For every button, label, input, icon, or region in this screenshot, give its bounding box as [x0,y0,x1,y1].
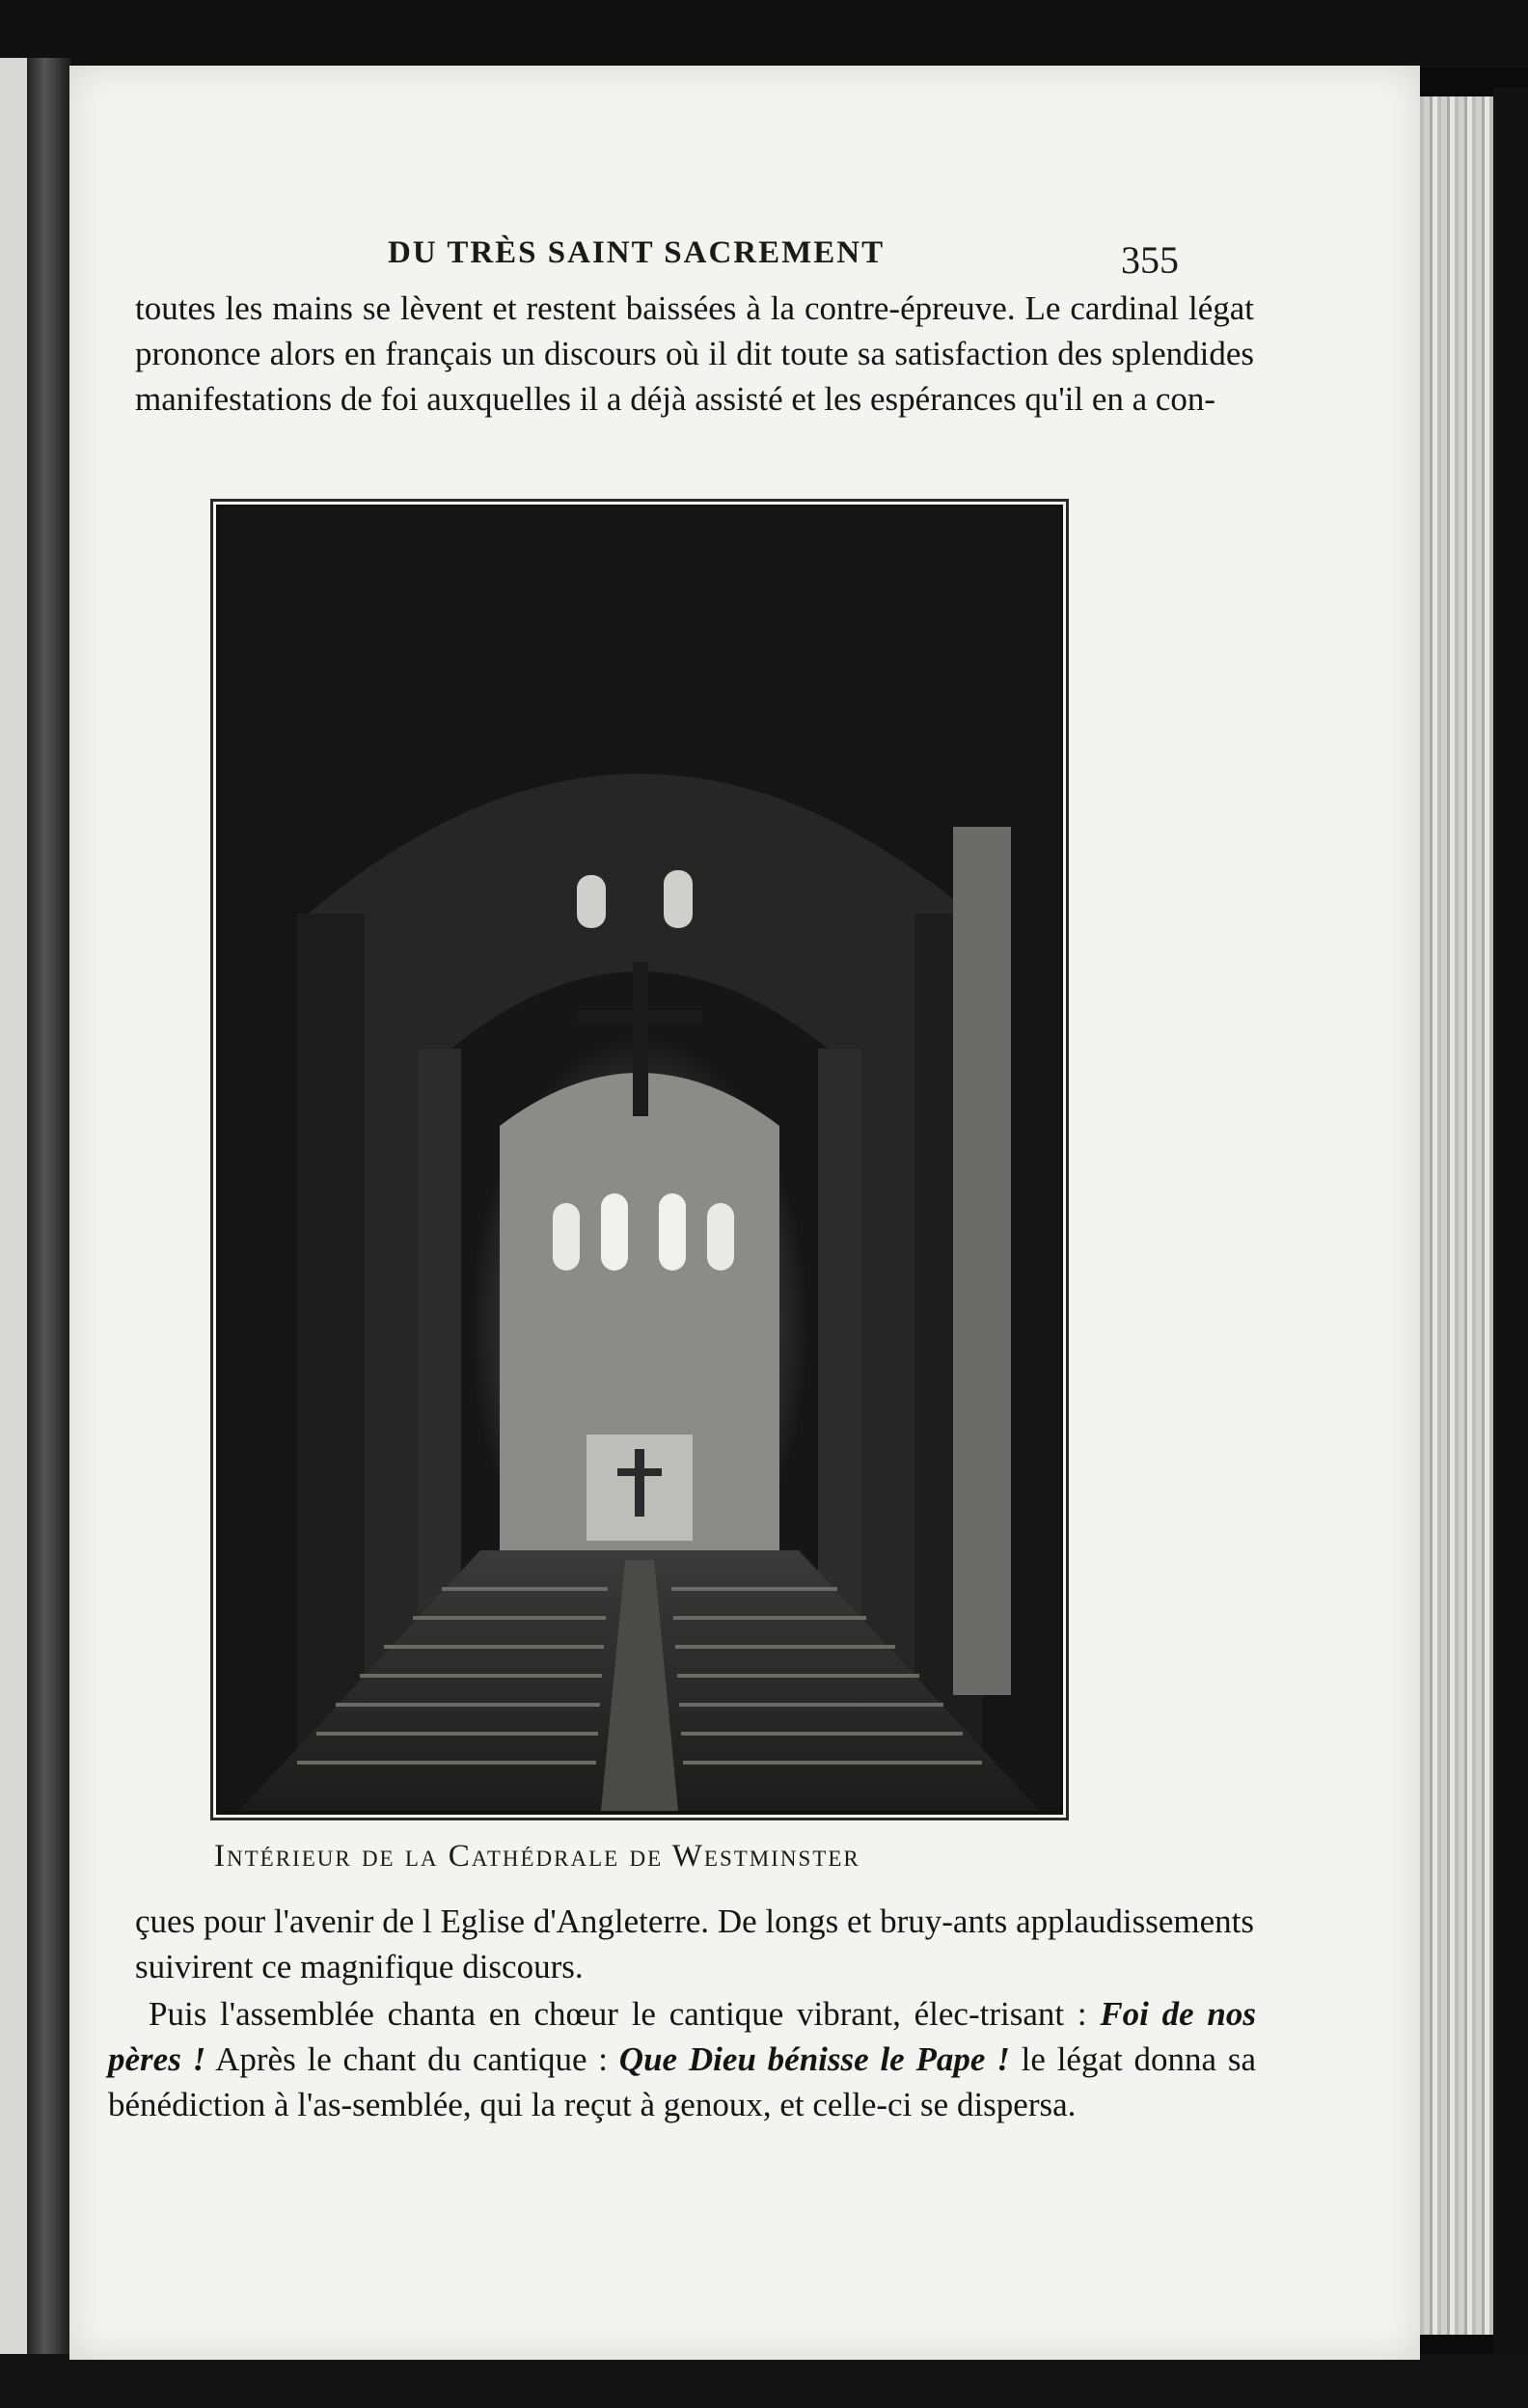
paragraph-continued: çues pour l'avenir de l Eglise d'Angleterre. De longs et bruy-ants applaudissements suivirent ce magnifique discours. [135,1902,1254,1985]
cathedral-interior-illustration [220,508,1059,1811]
book-gutter [27,58,71,2373]
scanner-background-top [0,0,1528,68]
running-head: DU TRÈS SAINT SACREMENT [388,235,886,270]
figure-caption: Intérieur de la Cathédrale de Westminster [214,1839,860,1874]
scanner-background-right [1493,87,1528,2408]
paragraph-last-part-b: Après le chant du cantique : [205,2040,619,2078]
paragraph-top: toutes les mains se lèvent et restent baissées à la contre-épreuve. Le cardinal légat prononce alors en français un discours où il dit toute sa satisfaction des splendides manifestations de foi auxquelles il a déjà assisté et les espérances qu'il en a con- [135,289,1254,418]
page-number: 355 [1121,238,1179,282]
hymn-title-italic-2: Que Dieu bénisse le Pape ! [618,2040,1010,2078]
paragraph-last-part-a: Puis l'assemblée chanta en chœur le cantique vibrant, élec-trisant : [149,1995,1101,2033]
scanner-background-bottom [0,2354,1528,2408]
hymn-title-italic: Foi de nos pères ! [108,1995,1256,2078]
book-page [69,66,1420,2360]
paragraph-last-part-c: le légat donna sa bénédiction à l'as-semblée, qui la reçut à genoux, et celle-ci se dispersa. [108,2040,1257,2123]
paragraph-last [108,1991,1256,2127]
cathedral-photograph [216,505,1063,1815]
